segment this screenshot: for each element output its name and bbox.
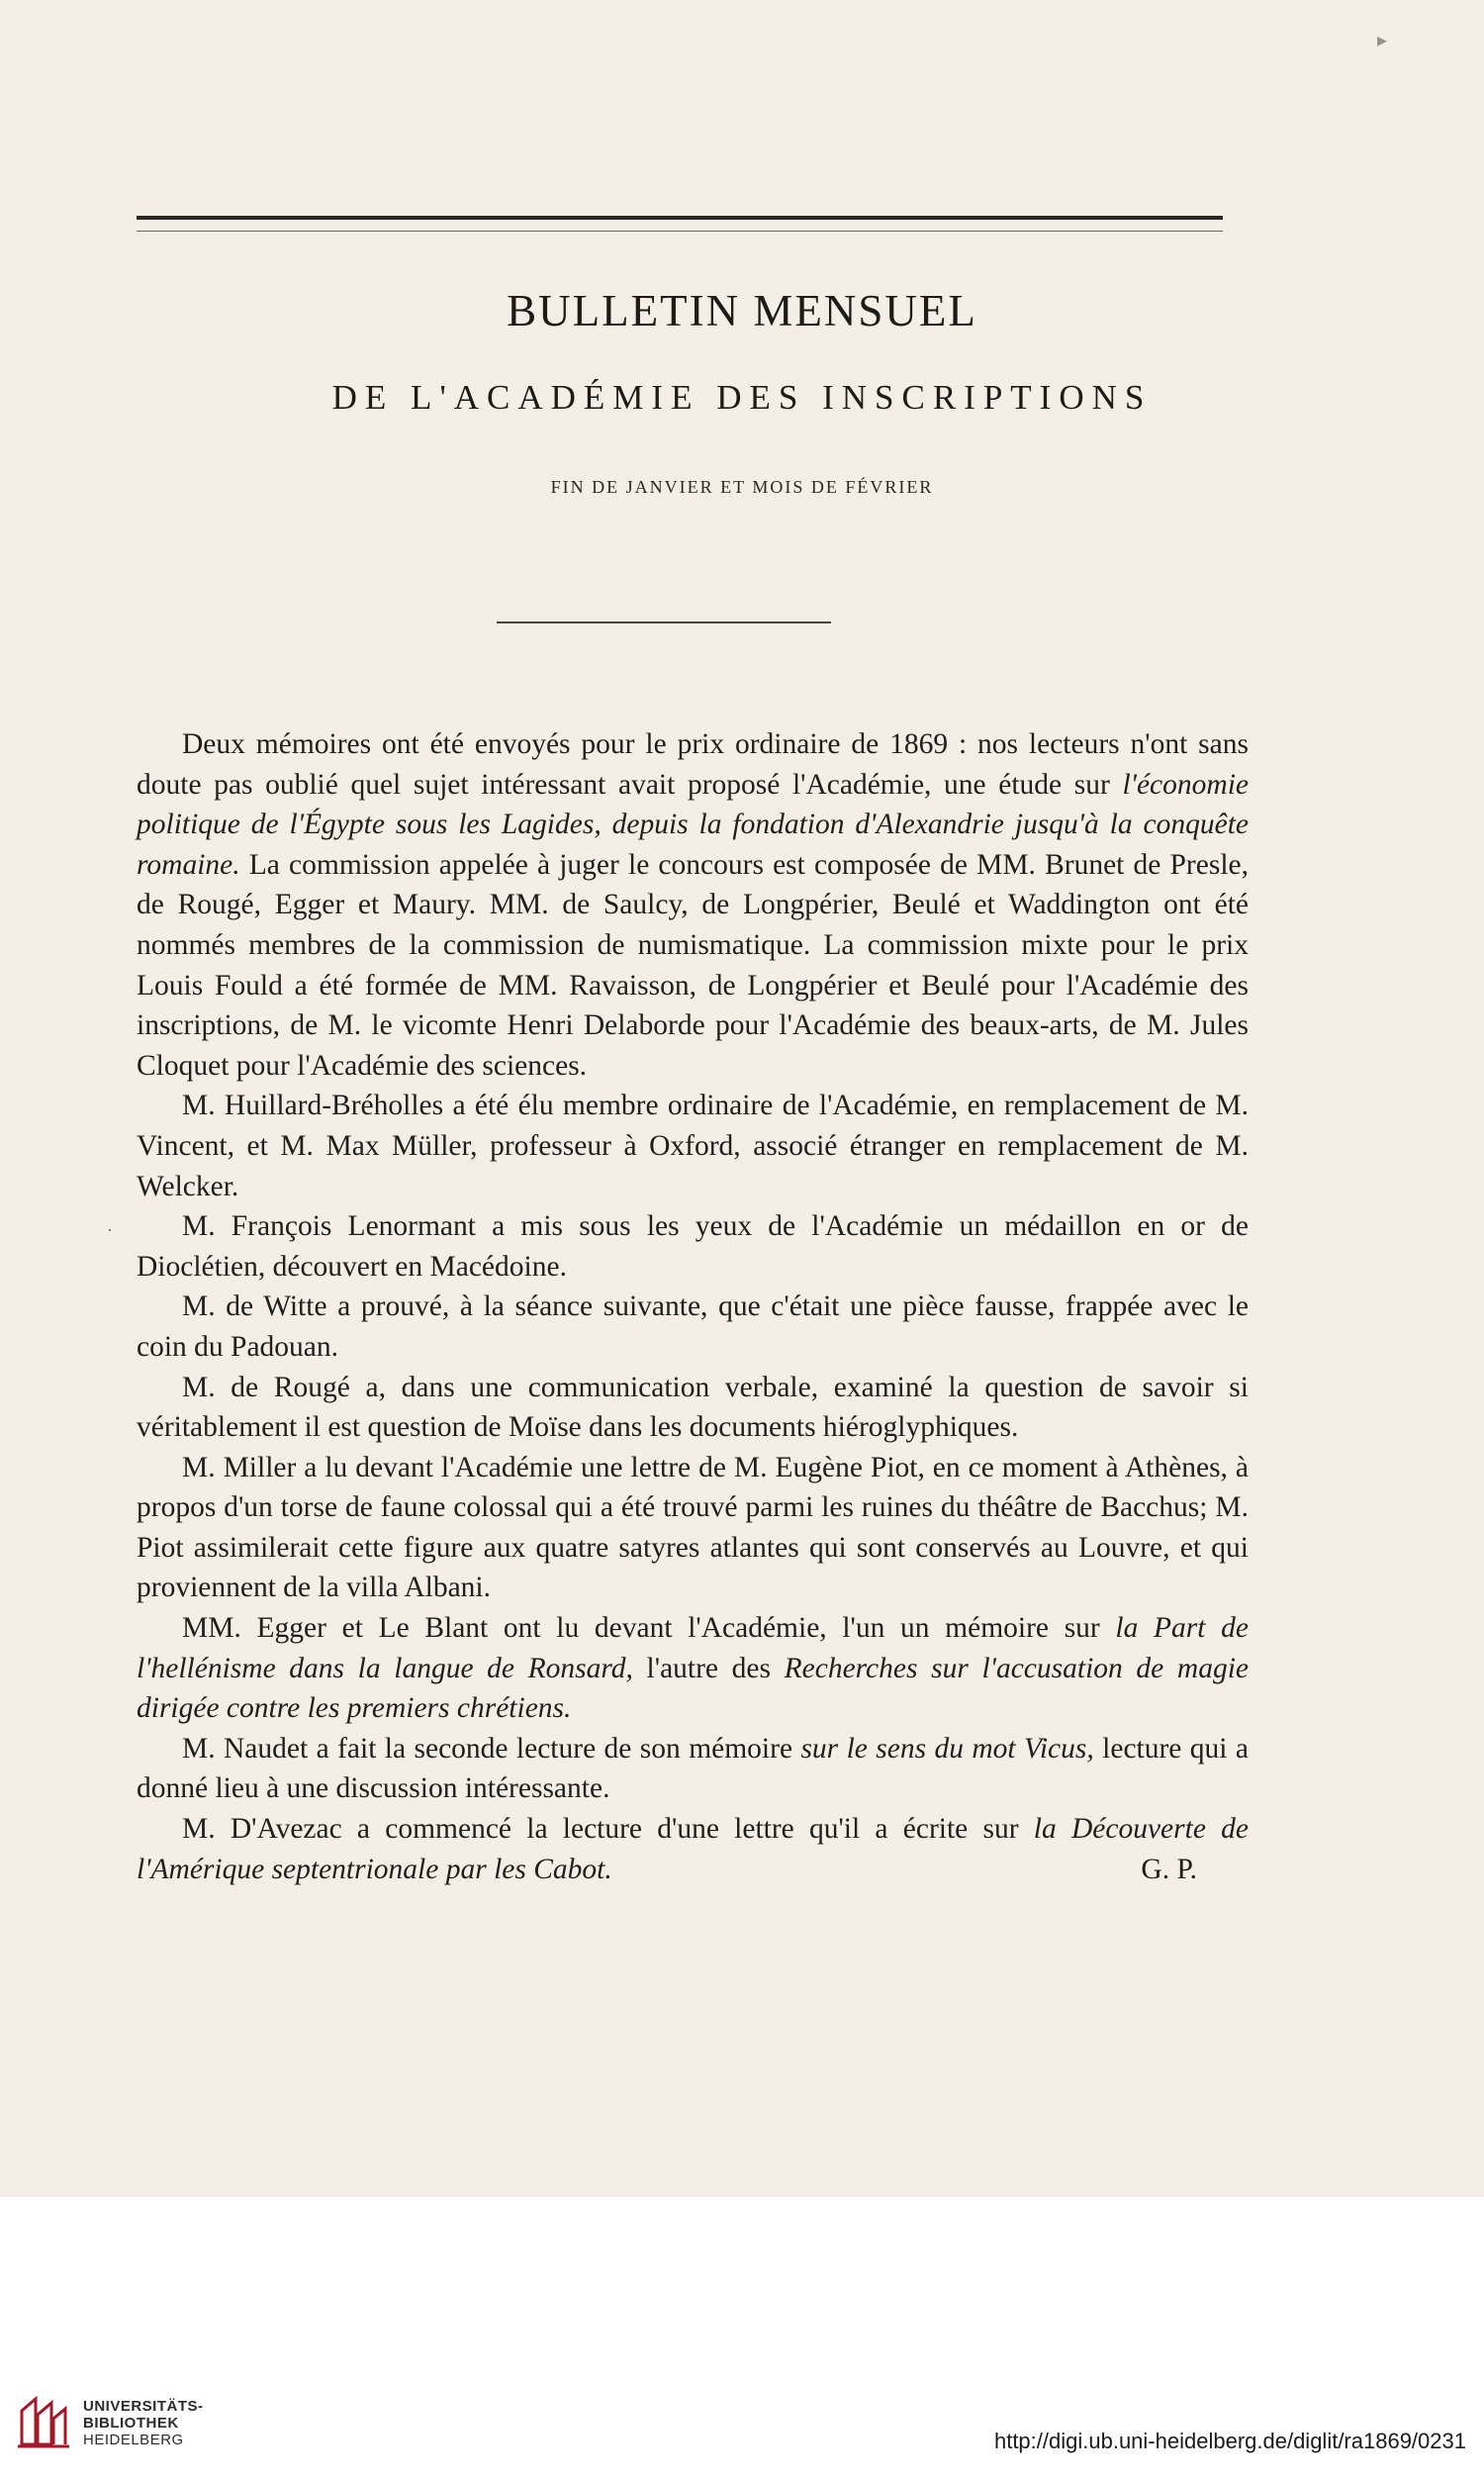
header-rule-thin [137, 231, 1223, 232]
section-separator [497, 621, 831, 623]
paragraph-lenormant: M. François Lenormant a mis sous les yeux de l'Académie un médaillon en or de Dioclétien, découvert en Macédoine. [137, 1210, 1249, 1283]
bulletin-period: FIN DE JANVIER ET MOIS DE FÉVRIER [550, 477, 934, 497]
paragraph-witte: M. de Witte a prouvé, à la séance suivante, que c'était une pièce fausse, frappée avec le coin du Padouan. [137, 1290, 1249, 1363]
article-body [137, 724, 1249, 1889]
paragraph-rouge: M. de Rougé a, dans une communication verbale, examiné la question de savoir si véritablement il est question de Moïse dans les documents hiéroglyphiques. [137, 1371, 1249, 1444]
permalink-url[interactable]: http://digi.ub.uni-heidelberg.de/diglit/ra1869/0231 [993, 2429, 1466, 2453]
bulletin-subtitle: DE L'ACADÉMIE DES INSCRIPTIONS [331, 378, 1153, 417]
library-name: UNIVERSITÄTS- BIBLIOTHEK HEIDELBERG [83, 2398, 204, 2448]
university-library-logo-icon [14, 2393, 73, 2452]
signature: G. P. [1141, 1853, 1197, 1885]
paragraph-egger: MM. Egger et Le Blant ont lu devant l'Académie, l'un un mémoire sur la Part de l'hellénisme dans la langue de Ronsard, l'autre des Recherches sur l'accusation de magie dirigée contre les premiers chrétiens. [137, 1612, 1249, 1725]
paragraph-avezac: M. D'Avezac a commencé la lecture d'une lettre qu'il a écrite sur la Découverte de l'Amérique septentrionale par les Cabot. G. P. [137, 1809, 1249, 1889]
page-corner-arrow-icon: ▸ [1377, 30, 1388, 51]
paragraph-prize: Deux mémoires ont été envoyés pour le prix ordinaire de 1869 : nos lecteurs n'ont sans doute pas oublié quel sujet intéressant avait proposé l'Académie, une étude sur l'économie politique de l'Égypte sous les Lagides, depuis la fondation d'Alexandrie jusqu'à la conquête romaine. La commission appelée à juger le concours est composée de MM. Brunet de Presle, de Rougé, Egger et Maury. MM. de Saulcy, de Longpérier, Beulé et Waddington ont été nommés membres de la commission de numismatique. La commission mixte pour le prix Louis Fould a été formée de MM. Ravaisson, de Longpérier et Beulé pour l'Académie des inscriptions, de M. le vicomte Henri Delaborde pour l'Académie des beaux-arts, de M. Jules Cloquet pour l'Académie des sciences. [137, 728, 1249, 1082]
paragraph-naudet: M. Naudet a fait la seconde lecture de son mémoire sur le sens du mot Vicus, lecture qui a donné lieu à une discussion intéressante. [137, 1732, 1249, 1805]
bulletin-title: BULLETIN MENSUEL [507, 286, 977, 335]
margin-dot: · [107, 1219, 113, 1239]
paragraph-miller: M. Miller a lu devant l'Académie une lettre de M. Eugène Piot, en ce moment à Athènes, à propos d'un torse de faune colossal qui a été trouvé parmi les ruines du théâtre de Bacchus; M. Piot assimilerait cette figure aux quatre satyres atlantes qui sont conservés au Louvre, et qui proviennent de la villa Albani. [137, 1451, 1249, 1604]
paragraph-election: M. Huillard-Bréholles a été élu membre ordinaire de l'Académie, en remplacement de M. Vincent, et M. Max Müller, professeur à Oxford, associé étranger en remplacement de M. Welcker. [137, 1090, 1249, 1202]
header-rule-thick [137, 216, 1223, 220]
